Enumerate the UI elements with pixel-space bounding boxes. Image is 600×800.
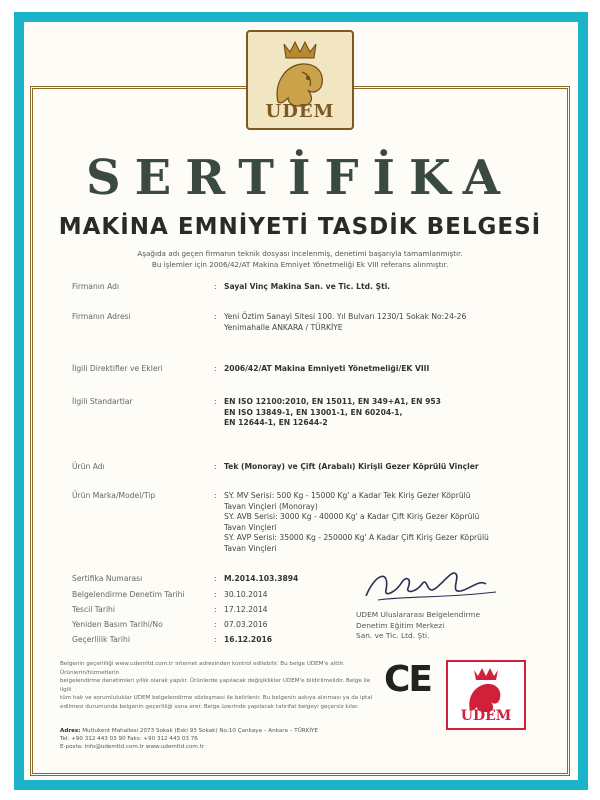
field-label: Ürün Adı <box>72 462 105 471</box>
footnote-text: Belgenin geçerliliği www.udemltd.com.tr internet adresinden kontrol edilebilir. Bu belge UDEM'e aittir. Ürünlerin/hizmetlerin belgelendirme denetimleri yıllık olarak yapılır. Ürünlerde yapılacak değişiklikler UDEM'e bildirilmelidir. Belge ile ilgili tüm hak ve sorumluluklar UDEM belgelendirme sözleşmesi ile belirlenir. Bu belgenin askıya alınması ya da iptal edilmesi durumunda belgenin geçerliliği sona erer. Belge üzerinde yapılacak tahrifat belgeyi geçersiz kılar. <box>60 661 373 710</box>
field-value: Yeni Öztim Sanayi Sitesi 100. Yıl Bulvarı 1230/1 Sokak No:24-26 Yenimahalle ANKARA / TÜRKİYE <box>224 312 467 332</box>
ce-mark: CE <box>384 659 432 700</box>
intro-text <box>80 248 520 270</box>
field-value: 16.12.2016 <box>224 635 273 644</box>
intro-line: Bu işlemler için 2006/42/AT Makina Emniyet Yönetmeliği Ek VIII referans alınmıştır. <box>151 260 449 269</box>
field-label: Sertifika Numarası <box>72 574 143 583</box>
field-label: Ürün Marka/Model/Tip <box>72 491 156 500</box>
intro-line: Aşağıda adı geçen firmanın teknik dosyası incelenmiş, denetimi başarıyla tamamlanmıştır. <box>137 249 463 258</box>
field-label: Firmanın Adı <box>72 282 120 291</box>
field-label: Tescil Tarihi <box>72 605 115 614</box>
field-label: Firmanın Adresi <box>72 312 131 321</box>
certificate-title: SERTİFİKA <box>85 150 514 206</box>
field-label: Belgelendirme Denetim Tarihi <box>72 590 185 599</box>
field-value: EN ISO 12100:2010, EN 15011, EN 349+A1, EN 953 EN ISO 13849-1, EN 13001-1, EN 60204-1, EN 12644-1, EN 12644-2 <box>224 397 441 427</box>
address-email: E-posta: info@udemltd.com.tr www.udemltd.com.tr <box>60 744 205 750</box>
field-value: 17.12.2014 <box>224 605 268 614</box>
field-value: M.2014.103.3894 <box>224 574 299 583</box>
field-value: 30.10.2014 <box>224 590 268 599</box>
udem-red-logo-text: UDEM <box>460 708 512 724</box>
udem-logo <box>246 30 354 130</box>
address-label: Adres: <box>60 728 81 734</box>
field-value: 07.03.2016 <box>224 620 268 629</box>
address-value: Mutlukent Mahallesi 2073 Sokak (Eski 93 Sokak) No:10 Çankaya – Ankara – TÜRKİYE <box>82 728 318 734</box>
certificate-subtitle: MAKİNA EMNİYETİ TASDİK BELGESİ <box>58 214 542 240</box>
signature-image <box>356 562 526 612</box>
field-value: 2006/42/AT Makina Emniyeti Yönetmeliği/EK VIII <box>224 364 430 373</box>
field-label: İlgili Direktifler ve Ekleri <box>72 364 163 373</box>
field-value: Tek (Monoray) ve Çift (Arabalı) Kirişli Gezer Köprülü Vinçler <box>224 462 479 471</box>
field-value: SY. MV Serisi: 500 Kg - 15000 Kg' a Kadar Tek Kiriş Gezer Köprülü Tavan Vinçleri (Monoray) SY. AVB Serisi: 3000 Kg - 40000 Kg' a Kadar Çift Kiriş Gezer Köprülü Tavan Vinçleri SY. AVP Serisi: 35000 Kg - 250000 Kg' A Kadar Çift Kiriş Gezer Köprülü Tavan Vinçleri <box>224 491 489 553</box>
field-value: Sayal Vinç Makina San. ve Tic. Ltd. Şti. <box>224 282 391 291</box>
field-label: Geçerlilik Tarihi <box>72 635 130 644</box>
udem-red-logo <box>446 660 526 730</box>
address-phone: Tel: +90 312 443 03 90 Faks: +90 312 443 03 76 <box>60 736 198 742</box>
udem-logo-text: UDEM <box>265 101 335 122</box>
field-label: Yeniden Basım Tarihi/No <box>72 620 163 629</box>
address-block <box>60 727 460 751</box>
signature-caption: UDEM Uluslararası Belgelendirme Denetim Eğitim Merkezi San. ve Tic. Ltd. Şti. <box>356 610 481 640</box>
signature-block <box>356 562 526 652</box>
field-label: İlgili Standartlar <box>72 397 133 406</box>
